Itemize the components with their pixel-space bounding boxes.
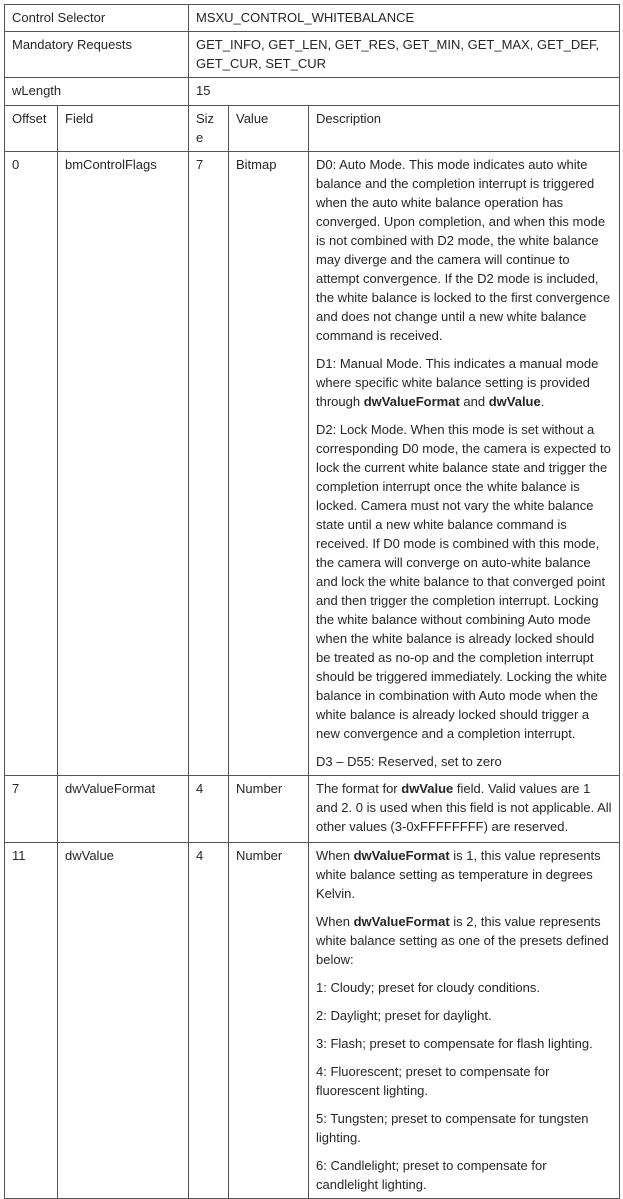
control-spec-table <box>4 4 620 1199</box>
column-header-cell-offset: Offset <box>5 106 58 152</box>
field-name-ref: dwValueFormat <box>353 848 450 863</box>
description-text: 2: Daylight; preset for daylight. <box>316 1008 492 1023</box>
field-row-bmControlFlags <box>5 152 620 776</box>
meta-value-cell: 15 <box>189 78 620 106</box>
description-paragraph <box>316 155 612 345</box>
value-cell: Bitmap <box>229 152 309 776</box>
description-cell <box>309 776 620 843</box>
field-row-dwValueFormat <box>5 776 620 843</box>
description-paragraph <box>316 1062 612 1100</box>
field-cell: dwValue <box>58 843 189 1199</box>
description-text: D3 – D55: Reserved, set to zero <box>316 754 502 769</box>
description-text: When <box>316 848 354 863</box>
description-text: D2: Lock Mode. When this mode is set without a corresponding D0 mode, the camera is expected to lock the current white balance state and trigger the completion interrupt once the white balance is locked. Camera must not vary the white balance state until a new white balance command is received. If D0 mode is combined with this mode, the camera will converge on auto-white balance and lock the white balance to that converged point and then trigger the completion interrupt. Locking the white balance without combining Auto mode when the white balance is already locked should be treated as no-op and the completion interrupt should be triggered immediately. Locking the white balance in combination with Auto mode when the white balance is already locked should trigger a new convergence and a completion interrupt. <box>316 422 611 741</box>
column-header-cell-size: Size <box>189 106 229 152</box>
field-name-ref: dwValue <box>401 781 454 796</box>
description-text: and <box>459 394 489 409</box>
description-text: is 1, this value represents white balance setting as temperature in degrees Kelvin. <box>316 848 601 901</box>
meta-row-2 <box>5 78 620 106</box>
field-name-ref: dwValue <box>488 394 541 409</box>
description-text: 6: Candlelight; preset to compensate for candlelight lighting. <box>316 1158 547 1192</box>
description-text: field. Valid values are 1 and 2. 0 is used when this field is not applicable. All other values (3-0xFFFFFFFF) are reserved. <box>316 781 612 834</box>
field-name-ref: dwValueFormat <box>363 394 460 409</box>
column-header-cell-value: Value <box>229 106 309 152</box>
meta-label-cell: Mandatory Requests <box>5 32 189 78</box>
description-paragraph <box>316 779 612 836</box>
meta-row-1 <box>5 32 620 78</box>
offset-cell: 0 <box>5 152 58 776</box>
description-cell <box>309 843 620 1199</box>
description-paragraph <box>316 912 612 969</box>
column-header-cell-description: Description <box>309 106 620 152</box>
description-paragraph <box>316 354 612 411</box>
size-cell: 7 <box>189 152 229 776</box>
description-text: 1: Cloudy; preset for cloudy conditions. <box>316 980 541 995</box>
value-cell: Number <box>229 776 309 843</box>
field-cell: dwValueFormat <box>58 776 189 843</box>
column-header-cell-field: Field <box>58 106 189 152</box>
field-name-ref: dwValueFormat <box>353 914 450 929</box>
spec-table-body <box>5 5 620 1199</box>
description-text: The format for <box>316 781 402 796</box>
value-cell: Number <box>229 843 309 1199</box>
field-cell: bmControlFlags <box>58 152 189 776</box>
description-text: . <box>540 394 545 409</box>
field-row-dwValue <box>5 843 620 1199</box>
description-text: D0: Auto Mode. This mode indicates auto white balance and the completion interrupt is triggered when the auto white balance operation has converged. Upon completion, and when this mode is not combined with D2 mode, the white balance may diverge and the camera will continue to attempt convergence. If the D2 mode is included, the white balance is locked to the first convergence and does not change until a new white balance command is received. <box>316 157 611 343</box>
description-paragraph <box>316 1156 612 1194</box>
size-cell: 4 <box>189 776 229 843</box>
meta-value-cell: MSXU_CONTROL_WHITEBALANCE <box>189 5 620 32</box>
meta-value-cell: GET_INFO, GET_LEN, GET_RES, GET_MIN, GET_MAX, GET_DEF, GET_CUR, SET_CUR <box>189 32 620 78</box>
description-paragraph <box>316 978 612 997</box>
description-paragraph <box>316 752 612 771</box>
description-text: is 2, this value represents white balance setting as one of the presets defined below: <box>316 914 609 967</box>
description-cell <box>309 152 620 776</box>
description-text: D1: Manual Mode. This indicates a manual mode where specific white balance setting is provided through <box>316 356 599 409</box>
description-text: 4: Fluorescent; preset to compensate for fluorescent lighting. <box>316 1064 550 1098</box>
column-header-row <box>5 106 620 152</box>
description-paragraph <box>316 1109 612 1147</box>
offset-cell: 7 <box>5 776 58 843</box>
offset-cell: 11 <box>5 843 58 1199</box>
meta-row-0 <box>5 5 620 32</box>
meta-label-cell: Control Selector <box>5 5 189 32</box>
meta-label-cell: wLength <box>5 78 189 106</box>
description-paragraph <box>316 1006 612 1025</box>
description-paragraph <box>316 846 612 903</box>
description-paragraph <box>316 1034 612 1053</box>
size-cell: 4 <box>189 843 229 1199</box>
description-paragraph <box>316 420 612 743</box>
description-text: 5: Tungsten; preset to compensate for tungsten lighting. <box>316 1111 589 1145</box>
description-text: When <box>316 914 354 929</box>
description-text: 3: Flash; preset to compensate for flash lighting. <box>316 1036 593 1051</box>
